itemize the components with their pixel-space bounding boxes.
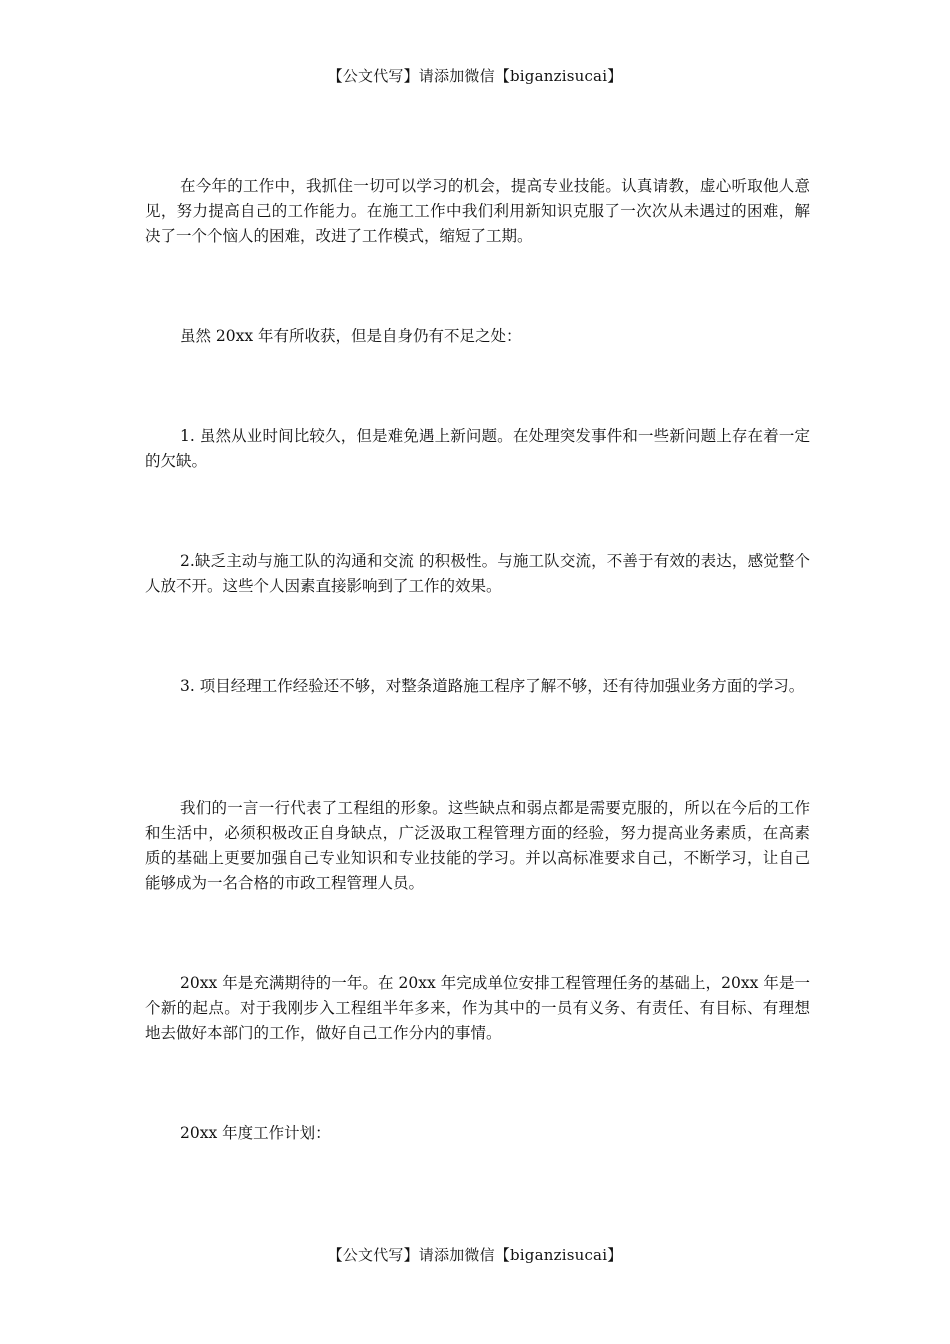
- page-footer: 【公文代写】请添加微信【biganzisucai】: [327, 1246, 623, 1264]
- paragraph-work-learning: 在今年的工作中，我抓住一切可以学习的机会，提高专业技能。认真请教，虚心听取他人意见，努力提高自己的工作能力。在施工工作中我们利用新知识克服了一次次从未遇过的困难，解决了一个个恼人的困难，改进了工作模式，缩短了工期。: [145, 177, 810, 245]
- paragraph-improvement: 我们的一言一行代表了工程组的形象。这些缺点和弱点都是需要克服的，所以在今后的工作和生活中，必须积极改正自身缺点，广泛汲取工程管理方面的经验，努力提高业务素质，在高素质的基础上更要加强自己专业知识和专业技能的学习。并以高标准要求自己，不断学习，让自己能够成为一名合格的市政工程管理人员。: [145, 799, 810, 892]
- paragraph-shortcoming-1: 1. 虽然从业时间比较久，但是难免遇上新问题。在处理突发事件和一些新问题上存在着一定的欠缺。: [145, 427, 810, 470]
- page-header: 【公文代写】请添加微信【biganzisucai】: [327, 67, 623, 85]
- paragraph-shortcomings-intro: 虽然 20xx 年有所收获，但是自身仍有不足之处：: [180, 327, 522, 345]
- paragraph-shortcoming-3: 3. 项目经理工作经验还不够，对整条道路施工程序了解不够，还有待加强业务方面的学习。: [180, 677, 805, 695]
- paragraph-shortcoming-2: 2.缺乏主动与施工队的沟通和交流 的积极性。与施工队交流，不善于有效的表达，感觉整个人放不开。这些个人因素直接影响到了工作的效果。: [145, 552, 810, 595]
- paragraph-new-year: 20xx 年是充满期待的一年。在 20xx 年完成单位安排工程管理任务的基础上，20xx 年是一个新的起点。对于我刚步入工程组半年多来，作为其中的一员有义务、有责任、有目标、有理想地去做好本部门的工作，做好自己工作分内的事情。: [145, 974, 810, 1042]
- paragraph-work-plan-title: 20xx 年度工作计划：: [180, 1124, 331, 1142]
